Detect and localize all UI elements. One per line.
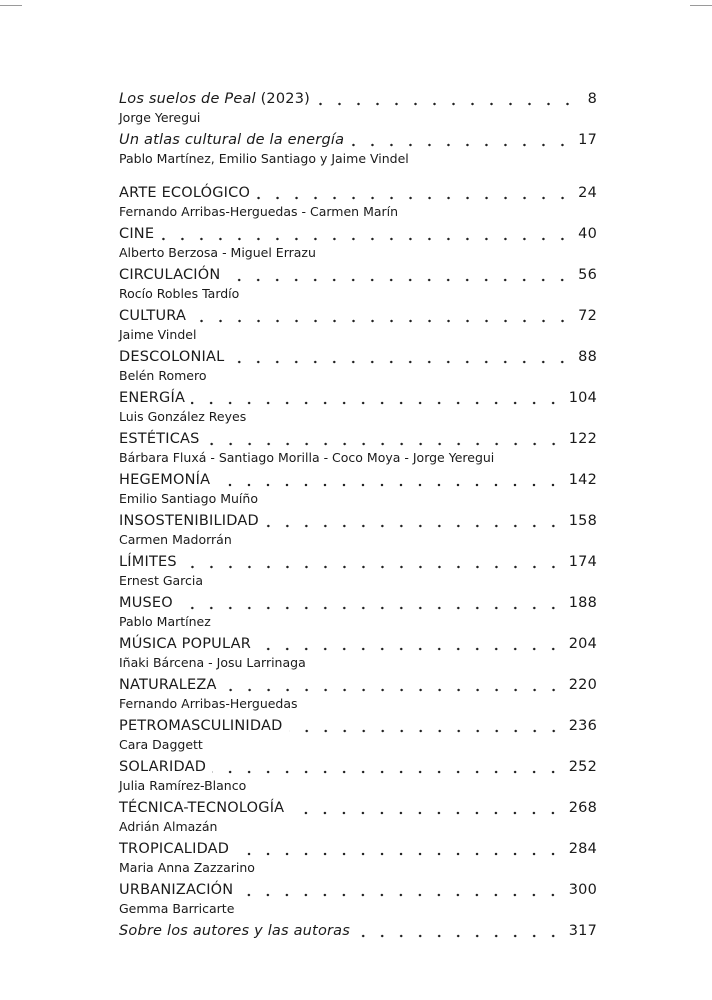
toc-entry-page-number: 40 (578, 226, 597, 242)
toc-entry-line (119, 676, 597, 695)
toc-entry-page-number: 158 (568, 513, 597, 529)
dot-leader (257, 635, 563, 654)
dot-leader (160, 225, 572, 244)
toc-entry[interactable] (119, 881, 597, 922)
toc-entry-page-number: 204 (568, 636, 597, 652)
toc-entry-page-number: 8 (587, 91, 597, 107)
toc-entry-author: Luis González Reyes (119, 409, 247, 424)
toc-entry-line (119, 840, 597, 859)
toc-entry-author: Pablo Martínez (119, 614, 211, 629)
dot-leader (179, 594, 563, 613)
toc-entry-title: CIRCULACIÓN (119, 267, 221, 283)
toc-entry[interactable] (119, 840, 597, 881)
dot-leader (239, 881, 562, 900)
toc-entry-page-number: 174 (568, 554, 597, 570)
toc-entry-line (119, 307, 597, 326)
toc-entry[interactable] (119, 348, 597, 389)
toc-entry-title: MÚSICA POPULAR (119, 636, 251, 652)
toc-entry-line (119, 266, 597, 285)
dot-leader (265, 512, 563, 531)
toc-entry-page-number: 220 (568, 677, 597, 693)
toc-entry-title: INSOSTENIBILIDAD (119, 513, 259, 529)
toc-entry-line (119, 799, 597, 818)
toc-entry-author: Cara Daggett (119, 737, 203, 752)
toc-entry-line (119, 594, 597, 613)
toc-entry-title (119, 922, 350, 941)
toc-entry-title (119, 131, 344, 150)
toc-entry[interactable] (119, 553, 597, 594)
toc-entry[interactable] (119, 635, 597, 676)
toc-entry-page-number: 317 (568, 923, 597, 939)
toc-entry[interactable] (119, 758, 597, 799)
toc-entry-line (119, 881, 597, 900)
toc-entry-author: Ernest Garcia (119, 573, 204, 588)
dot-leader (206, 430, 563, 449)
toc-entry[interactable] (119, 225, 597, 266)
toc-entry-page-number: 88 (578, 349, 597, 365)
toc-entry-title: ENERGÍA (119, 390, 186, 406)
toc-entry-author: Adrián Almazán (119, 819, 218, 834)
toc-entry-title: LÍMITES (119, 554, 177, 570)
toc-entry-author: Jorge Yeregui (119, 110, 201, 125)
dot-leader (216, 471, 562, 490)
toc-entry[interactable] (119, 307, 597, 348)
toc-entry-title: TROPICALIDAD (119, 841, 230, 857)
toc-entry[interactable] (119, 512, 597, 553)
toc-entry-title-suffix: (2023) (255, 91, 310, 107)
toc-entry-author: Julia Ramírez-Blanco (119, 778, 247, 793)
dot-leader (226, 266, 572, 285)
toc-entry-line (119, 717, 597, 736)
dot-leader (290, 799, 562, 818)
toc-entry-line (119, 184, 597, 203)
crop-mark-right (690, 5, 712, 6)
toc-entry-page-number: 188 (568, 595, 597, 611)
toc-entry-title: MUSEO (119, 595, 173, 611)
toc-entry-title-italic: Un atlas cultural de la energía (119, 132, 345, 148)
toc-entry-line (119, 131, 597, 150)
toc-entry-author: Gemma Barricarte (119, 901, 235, 916)
toc-entry-author: Belén Romero (119, 368, 207, 383)
dot-leader (289, 717, 563, 736)
toc-entry-line (119, 430, 597, 449)
toc-entry[interactable] (119, 184, 597, 225)
toc-entry-title: HEGEMONÍA (119, 472, 211, 488)
toc-entry-author: Bárbara Fluxá - Santiago Morilla - Coco Moya - Jorge Yeregui (119, 450, 495, 465)
toc-entry-page-number: 284 (568, 841, 597, 857)
toc-entry-line (119, 512, 597, 531)
toc-entry-page-number: 104 (568, 390, 597, 406)
dot-leader (350, 131, 572, 150)
toc-entry-line (119, 348, 597, 367)
toc-entry-author: Iñaki Bárcena - Josu Larrinaga (119, 655, 306, 670)
toc-entry-page-number: 142 (568, 472, 597, 488)
toc-entry-title: SOLARIDAD (119, 759, 207, 775)
dot-leader (230, 348, 572, 367)
toc-entry-line (119, 758, 597, 777)
dot-leader (192, 307, 572, 326)
toc-entry-author: Alberto Berzosa - Miguel Errazu (119, 245, 316, 260)
toc-entry-title: PETROMASCULINIDAD (119, 718, 283, 734)
toc-entry[interactable] (119, 799, 597, 840)
toc-entry[interactable] (119, 471, 597, 512)
toc-entry[interactable] (119, 676, 597, 717)
dot-leader (223, 676, 563, 695)
dot-leader (235, 840, 563, 859)
toc-entry-title: ESTÉTICAS (119, 431, 200, 447)
toc-entry-title: URBANIZACIÓN (119, 882, 234, 898)
toc-entry[interactable] (119, 922, 597, 963)
table-of-contents (119, 90, 597, 963)
toc-entry-page-number: 300 (568, 882, 597, 898)
toc-entry-author: Fernando Arribas-Herguedas - Carmen Marín (119, 204, 399, 219)
toc-entry-page-number: 72 (578, 308, 597, 324)
toc-entry-title (119, 90, 310, 109)
crop-mark-left (0, 5, 22, 6)
toc-entry-line (119, 90, 597, 109)
toc-entry-page-number: 17 (578, 132, 597, 148)
toc-entry-author: Maria Anna Zazzarino (119, 860, 255, 875)
toc-entry-line (119, 922, 597, 941)
toc-entry[interactable] (119, 594, 597, 635)
toc-entry-author: Pablo Martínez, Emilio Santiago y Jaime Vindel (119, 151, 409, 166)
dot-leader (212, 758, 563, 777)
toc-entry-line (119, 635, 597, 654)
toc-entry-author: Fernando Arribas-Herguedas (119, 696, 298, 711)
toc-entry[interactable] (119, 90, 597, 131)
toc-entry-title: TÉCNICA-TECNOLOGÍA (119, 800, 285, 816)
dot-leader (191, 389, 563, 408)
toc-entry-author: Rocío Robles Tardío (119, 286, 240, 301)
toc-entry-page-number: 56 (578, 267, 597, 283)
toc-entry-title-italic: Sobre los autores y las autoras (119, 923, 351, 939)
toc-entry-line (119, 389, 597, 408)
toc-entry-page-number: 122 (568, 431, 597, 447)
toc-entry[interactable] (119, 266, 597, 307)
toc-entry-title: DESCOLONIAL (119, 349, 225, 365)
toc-entry[interactable] (119, 389, 597, 430)
toc-entry-page-number: 268 (568, 800, 597, 816)
toc-entry-title: NATURALEZA (119, 677, 217, 693)
dot-leader (316, 90, 577, 109)
toc-entry-page-number: 252 (568, 759, 597, 775)
toc-entry-page-number: 236 (568, 718, 597, 734)
toc-entry-author: Jaime Vindel (119, 327, 197, 342)
toc-entry-author: Carmen Madorrán (119, 532, 232, 547)
dot-leader (356, 922, 563, 941)
toc-entry-title-italic: Los suelos de Peal (119, 91, 256, 107)
toc-entry-title: CINE (119, 226, 155, 242)
toc-entry-author: Emilio Santiago Muíño (119, 491, 258, 506)
toc-entry[interactable] (119, 430, 597, 471)
dot-leader (183, 553, 563, 572)
toc-entry-page-number: 24 (578, 185, 597, 201)
dot-leader (256, 184, 572, 203)
toc-entry-line (119, 225, 597, 244)
toc-entry[interactable] (119, 717, 597, 758)
toc-entry-line (119, 471, 597, 490)
toc-entry[interactable] (119, 131, 597, 172)
toc-entry-title: CULTURA (119, 308, 187, 324)
toc-entry-line (119, 553, 597, 572)
toc-entry-title: ARTE ECOLÓGICO (119, 185, 251, 201)
